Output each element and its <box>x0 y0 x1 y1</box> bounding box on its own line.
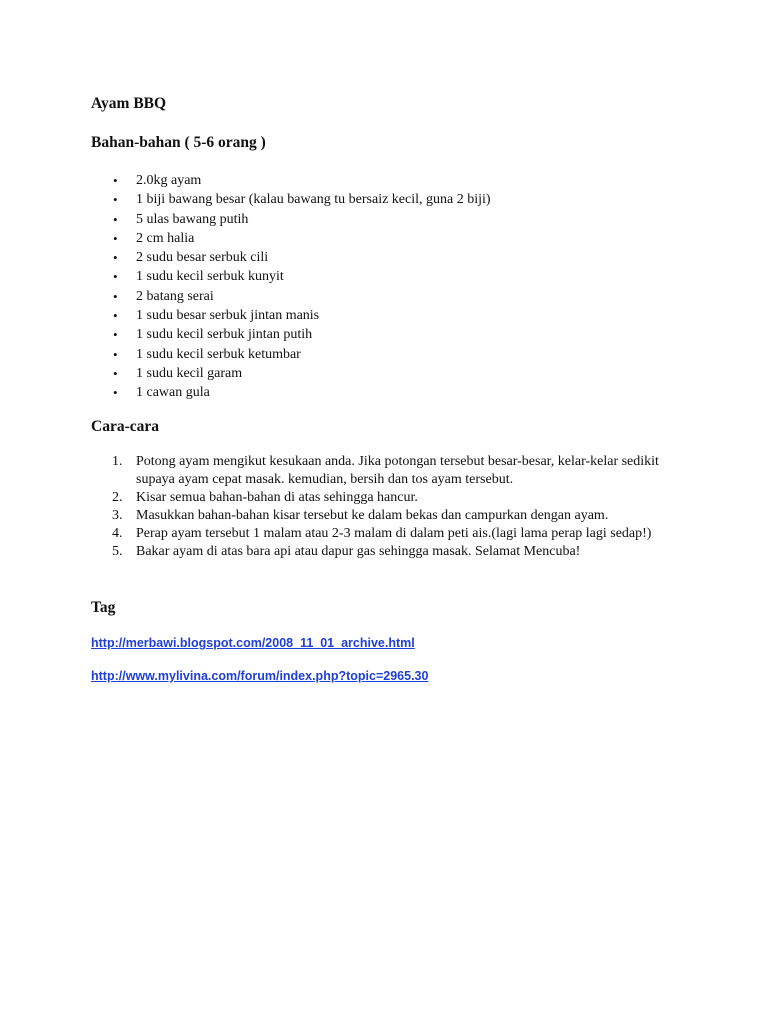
step-text: Potong ayam mengikut kesukaan anda. Jika potongan tersebut besar-besar, kelar-kelar sedikit supaya ayam cepat masak. kemudian, bersih dan tos ayam tersebut. <box>136 454 659 487</box>
ingredient-text: 1 sudu besar serbuk jintan manis <box>136 308 320 324</box>
bullet-icon: • <box>113 173 118 188</box>
step-number: 3. <box>112 508 123 523</box>
bullet-icon: • <box>113 230 118 246</box>
bullet-icon: • <box>113 192 118 208</box>
step-number: 2. <box>112 490 123 505</box>
list-item <box>0 507 671 525</box>
bullet-icon: • <box>113 269 118 285</box>
list-item <box>0 525 671 543</box>
source-link-mylivina[interactable]: http://www.mylivina.com/forum/index.php?topic=2965.30 <box>91 669 429 683</box>
bullet-icon: • <box>113 211 118 227</box>
tag-heading: Tag <box>91 599 116 616</box>
ingredient-text: 2 cm halia <box>136 230 195 246</box>
step-number: 5. <box>112 544 123 559</box>
ingredient-text: 1 sudu kecil serbuk kunyit <box>136 269 284 285</box>
method-heading: Cara-cara <box>91 418 159 435</box>
ingredient-text: 2 batang serai <box>136 288 214 304</box>
ingredient-text: 5 ulas bawang putih <box>136 211 249 227</box>
recipe-title: Ayam BBQ <box>91 95 167 112</box>
ingredient-text: 1 sudu kecil serbuk jintan putih <box>136 327 313 343</box>
step-text: Perap ayam tersebut 1 malam atau 2-3 malam di dalam peti ais.(lagi lama perap lagi sedap!) <box>136 526 652 541</box>
list-item <box>0 543 671 561</box>
bullet-icon: • <box>113 385 118 401</box>
bullet-icon: • <box>113 288 118 304</box>
bullet-icon: • <box>113 308 118 324</box>
ingredient-text: 1 sudu kecil garam <box>136 365 243 381</box>
ingredients-heading: Bahan-bahan ( 5-6 orang ) <box>91 134 266 151</box>
bullet-icon: • <box>113 365 118 381</box>
source-link-merbawi[interactable]: http://merbawi.blogspot.com/2008_11_01_archive.html <box>91 636 415 650</box>
ingredient-text: 2 sudu besar serbuk cili <box>136 250 269 266</box>
step-number: 4. <box>112 526 123 541</box>
bullet-icon: • <box>113 250 118 266</box>
ingredient-text: 1 sudu kecil serbuk ketumbar <box>136 346 301 362</box>
list-item <box>0 453 671 489</box>
ingredient-text: 1 biji bawang besar (kalau bawang tu bersaiz kecil, guna 2 biji) <box>136 192 491 208</box>
list-item <box>0 489 671 507</box>
ingredient-text: 2.0kg ayam <box>136 173 202 188</box>
step-text: Masukkan bahan-bahan kisar tersebut ke dalam bekas dan campurkan dengan ayam. <box>136 508 609 523</box>
bullet-icon: • <box>113 327 118 343</box>
step-text: Bakar ayam di atas bara api atau dapur gas sehingga masak. Selamat Mencuba! <box>136 544 581 559</box>
bullet-icon: • <box>113 346 118 362</box>
step-number: 1. <box>112 454 123 469</box>
step-text: Kisar semua bahan-bahan di atas sehingga hancur. <box>136 490 418 505</box>
steps-list <box>0 453 671 561</box>
ingredient-text: 1 cawan gula <box>136 385 210 401</box>
